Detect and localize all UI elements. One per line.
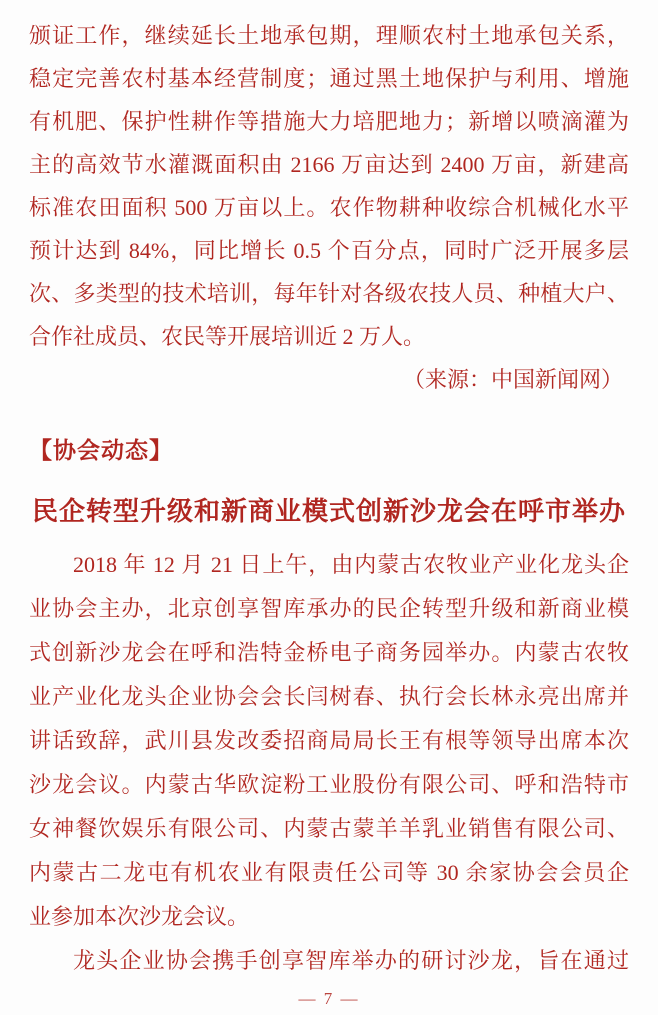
text-line: 合作社成员、农民等开展培训近 2 万人。 — [29, 324, 426, 349]
section-header: 【协会动态】 — [29, 437, 173, 463]
text-line: 业参加本次沙龙会议。 — [29, 904, 250, 929]
text-line: 内蒙古二龙屯有机农业有限责任公司等 30 余家协会会员企 — [29, 860, 629, 885]
text-line: 预计达到 84%，同比增长 0.5 个百分点，同时广泛开展多层 — [29, 238, 629, 263]
page-number: — 7 — — [298, 989, 360, 1008]
text-line: 标准农田面积 500 万亩以上。农作物耕种收综合机械化水平 — [29, 195, 629, 220]
text-line: 有机肥、保护性耕作等措施大力培肥地力；新增以喷滴灌为 — [29, 109, 629, 134]
text-line: 沙龙会议。内蒙古华欧淀粉工业股份有限公司、呼和浩特市 — [29, 772, 629, 797]
article-paragraph-2 — [29, 939, 629, 983]
text-line: 龙头企业协会携手创享智库举办的研讨沙龙，旨在通过 — [73, 948, 629, 973]
page-content — [29, 14, 629, 1011]
article-title: 民企转型升级和新商业模式创新沙龙会在呼市举办 — [31, 497, 626, 526]
source-attribution: （来源：中国新闻网） — [402, 367, 623, 392]
text-line: 女神餐饮娱乐有限公司、内蒙古蒙羊羊乳业销售有限公司、 — [29, 816, 629, 841]
text-line: 业协会主办，北京创享智库承办的民企转型升级和新商业模 — [29, 596, 629, 621]
previous-article-paragraph — [29, 14, 629, 358]
text-line: 主的高效节水灌溉面积由 2166 万亩达到 2400 万亩，新建高 — [29, 152, 629, 177]
text-line: 式创新沙龙会在呼和浩特金桥电子商务园举办。内蒙古农牧 — [29, 640, 629, 665]
text-line: 稳定完善农村基本经营制度；通过黑土地保护与利用、增施 — [29, 66, 629, 91]
text-line: 2018 年 12 月 21 日上午，由内蒙古农牧业产业化龙头企 — [73, 552, 629, 577]
text-line: 业产业化龙头企业协会会长闫树春、执行会长林永亮出席并 — [29, 684, 629, 709]
article-paragraph-1 — [29, 543, 629, 939]
text-line: 次、多类型的技术培训，每年针对各级农技人员、种植大户、 — [29, 281, 629, 306]
text-line: 颁证工作，继续延长土地承包期，理顺农村土地承包关系， — [29, 23, 629, 48]
text-line: 讲话致辞，武川县发改委招商局局长王有根等领导出席本次 — [29, 728, 629, 753]
